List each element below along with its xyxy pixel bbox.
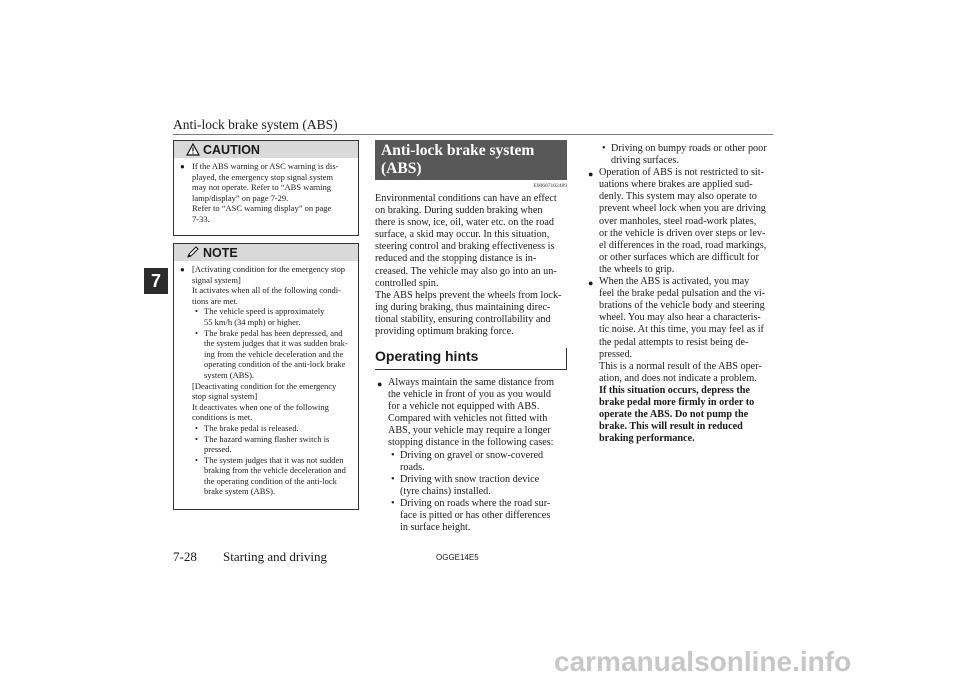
bullet-icon: ● xyxy=(180,162,185,171)
note-header xyxy=(174,244,358,261)
text-line: the wheels to grip. xyxy=(599,263,675,275)
sub-bullet: • xyxy=(195,454,198,465)
text-line: stop signal system] xyxy=(192,391,258,402)
text-line: tic noise. At this time, you may feel as if xyxy=(599,324,764,336)
text-line: lamp/display” on page 7-29. xyxy=(192,192,289,203)
sub-bullet: • xyxy=(391,497,395,509)
text-line: ABS, your vehicle may require a longer xyxy=(388,425,551,437)
bullet-icon: ● xyxy=(588,278,594,289)
text-line: Driving on roads where the road sur- xyxy=(400,497,551,509)
note-text xyxy=(192,264,352,497)
text-line: controlled spin. xyxy=(375,277,439,289)
note-sub-item xyxy=(192,423,352,434)
text-line: the operating condition of the anti-lock xyxy=(204,475,337,486)
text-line: providing optimum braking force. xyxy=(375,326,514,338)
text-line: wheel. You may also hear a characteris- xyxy=(599,312,761,324)
note-body xyxy=(174,261,358,499)
text-line: the vehicle in front of you as you would xyxy=(388,389,551,401)
text-line: roads. xyxy=(400,461,425,473)
text-line: It activates when all of the following condi- xyxy=(192,285,341,296)
bullet-icon: ● xyxy=(588,169,594,180)
note-label: NOTE xyxy=(203,245,238,260)
text-line: there is snow, ice, oil, water etc. on the road xyxy=(375,217,554,229)
text-line: The system judges that it was not sudden xyxy=(204,454,344,465)
bold-text-line: operate the ABS. Do not pump the xyxy=(599,409,749,421)
caution-label: CAUTION xyxy=(203,142,260,157)
text-line: conditions is met. xyxy=(192,412,253,423)
pencil-icon xyxy=(186,246,200,259)
note-sub-item xyxy=(192,328,352,381)
text-line: The brake pedal is released. xyxy=(204,422,299,433)
sub-bullet: • xyxy=(391,449,395,461)
section-title-line: Anti-lock brake system xyxy=(381,142,535,159)
bold-text-line: brake pedal more firmly in order to xyxy=(599,396,755,408)
text-line: over manholes, steel road-work plates, xyxy=(599,215,757,227)
bullet-icon: ● xyxy=(180,265,185,274)
text-line: tions are met. xyxy=(192,295,239,306)
text-line: When the ABS is activated, you may xyxy=(599,276,750,288)
text-line: or other surfaces which are difficult for xyxy=(599,251,759,263)
hint-sub-item xyxy=(588,143,772,167)
sub-bullet: • xyxy=(391,473,395,485)
text-line: feel the brake pedal pulsation and the vi- xyxy=(599,288,766,300)
text-line: prevent wheel lock when you are driving xyxy=(599,203,766,215)
text-line: The hazard warning flasher switch is xyxy=(204,433,330,444)
footer-chapter-title: Starting and driving xyxy=(223,549,327,564)
text-line: el differences in the road, road markings, xyxy=(599,239,767,251)
sub-bullet: • xyxy=(195,433,198,444)
text-line: surface, a skid may occur. In this situation, xyxy=(375,229,550,241)
hint-item xyxy=(588,276,772,445)
text-line: ation, and does not indicate a problem. xyxy=(599,372,757,384)
text-line: tional stability, ensuring controllability and xyxy=(375,313,551,325)
text-line: brations of the vehicle body and steering xyxy=(599,300,765,312)
text-line: (tyre chains) installed. xyxy=(400,485,491,497)
sub-bullet: • xyxy=(195,422,198,433)
column-three xyxy=(588,143,772,445)
text-line: Compared with vehicles not fitted with xyxy=(388,413,548,425)
text-line: the system judges that it was sudden brak- xyxy=(204,338,348,349)
hint-item xyxy=(588,167,772,276)
text-line: ing during braking, thus maintaining direc- xyxy=(375,301,551,313)
note-item xyxy=(180,264,352,497)
text-line: brake system (ABS). xyxy=(204,486,276,497)
warning-triangle-icon xyxy=(186,143,200,156)
header-rule xyxy=(173,134,773,135)
text-line: The ABS helps prevent the wheels from lock- xyxy=(375,289,562,301)
caution-item xyxy=(180,161,352,225)
bullet-icon: ● xyxy=(377,379,383,389)
text-line: driving surfaces. xyxy=(611,155,679,167)
footer-doc-code: OGGE14E5 xyxy=(436,553,479,562)
sub-bullet: • xyxy=(195,306,198,317)
section-title xyxy=(375,140,567,180)
text-line: played, the emergency stop signal system xyxy=(192,171,334,182)
text-line: It deactivates when one of the following xyxy=(192,401,329,412)
hint-sub-item xyxy=(388,474,567,498)
text-line: reduced and the stopping distance is in- xyxy=(375,253,537,265)
text-line: the pedal attempts to resist being de- xyxy=(599,336,749,348)
chapter-tab: 7 xyxy=(144,268,168,294)
hint-item xyxy=(377,377,567,534)
sub-bullet: • xyxy=(195,327,198,338)
text-line: pressed. xyxy=(204,444,232,455)
text-line: for a vehicle not equipped with ABS. xyxy=(388,401,540,413)
bold-text-line: If this situation occurs, depress the xyxy=(599,384,750,396)
text-line: may not operate. Refer to “ABS warning xyxy=(192,182,332,193)
text-line: system (ABS). xyxy=(204,369,255,380)
running-header-title: Anti-lock brake system (ABS) xyxy=(173,117,338,132)
text-line: steering control and braking effectiveness is xyxy=(375,241,555,253)
text-line: in surface height. xyxy=(400,522,471,534)
text-line: on braking. During sudden braking when xyxy=(375,205,543,217)
text-line: [Deactivating condition for the emergency xyxy=(192,380,337,391)
text-line: Refer to “ASC warning display” on page xyxy=(192,203,332,214)
text-line: 55 km/h (34 mph) or higher. xyxy=(204,316,301,327)
text-line: braking from the vehicle deceleration and xyxy=(204,465,346,476)
caution-body xyxy=(174,158,358,227)
text-line: or the vehicle is driven over steps or lev- xyxy=(599,227,766,239)
bold-text-line: brake. This will result in reduced xyxy=(599,421,743,433)
note-sub-item xyxy=(192,455,352,497)
note-sub-item xyxy=(192,434,352,455)
watermark: carmanualsonline.info xyxy=(554,646,852,677)
text-line: denly. This system may also operate to xyxy=(599,191,757,203)
caution-box xyxy=(173,140,359,236)
note-sub-item xyxy=(192,306,352,327)
text-line: If the ABS warning or ASC warning is dis- xyxy=(192,161,339,171)
text-line: The brake pedal has been depressed, and xyxy=(204,327,343,338)
text-line: Driving on gravel or snow-covered xyxy=(400,449,544,461)
text-line: ing from the vehicle deceleration and the xyxy=(204,348,344,359)
caution-header xyxy=(174,141,358,158)
text-line: creased. The vehicle may also go into an un- xyxy=(375,265,557,277)
hint-sub-item xyxy=(388,498,567,534)
text-line: This is a normal result of the ABS oper- xyxy=(599,360,762,372)
section-paragraph xyxy=(375,193,567,338)
note-box xyxy=(173,243,359,510)
section-code: E00607102489 xyxy=(533,183,567,189)
operating-hints-title: Operating hints xyxy=(375,348,479,364)
text-line: operating condition of the anti-lock brake xyxy=(204,359,346,370)
bold-text-line: braking performance. xyxy=(599,433,695,445)
text-line: Driving on bumpy roads or other poor xyxy=(611,143,767,154)
hint-sub-item xyxy=(388,450,567,474)
text-line: [Activating condition for the emergency stop xyxy=(192,264,346,274)
text-line: 7-33. xyxy=(192,213,210,224)
operating-hints-heading xyxy=(375,348,567,370)
text-line: uations where brakes are applied sud- xyxy=(599,179,753,191)
text-line: signal system] xyxy=(192,274,241,285)
text-line: Operation of ABS is not restricted to sit- xyxy=(599,167,764,179)
text-line: face is pitted or has other differences xyxy=(400,510,551,522)
text-line: Environmental conditions can have an effect xyxy=(375,193,557,204)
section-title-line: (ABS) xyxy=(381,160,422,177)
caution-text xyxy=(192,161,352,225)
operating-hints-list xyxy=(377,377,567,534)
text-line: Driving with snow traction device xyxy=(400,473,540,485)
text-line: stopping distance in the following cases: xyxy=(388,437,554,449)
text-line: Always maintain the same distance from xyxy=(388,377,555,388)
text-line: The vehicle speed is approximately xyxy=(204,306,325,317)
footer-page-number: 7-28 xyxy=(173,549,197,564)
sub-bullet: • xyxy=(602,143,606,154)
text-line: pressed. xyxy=(599,348,633,360)
